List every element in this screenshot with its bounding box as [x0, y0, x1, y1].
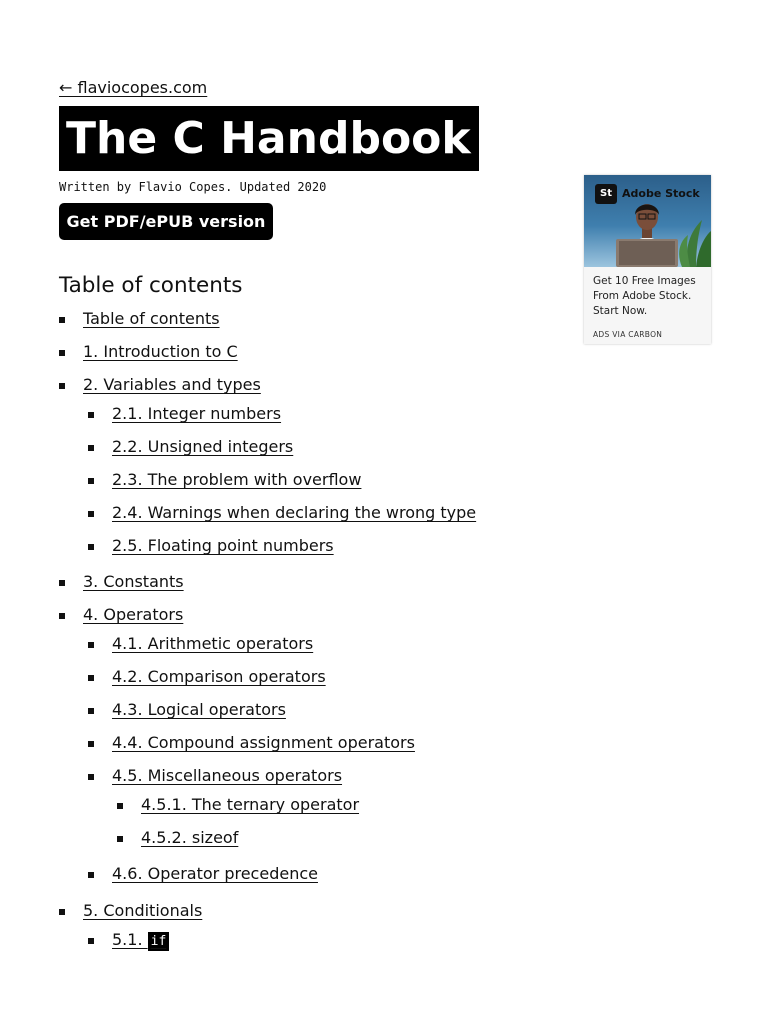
- bullet-icon: [88, 708, 94, 714]
- bullet-icon: [88, 675, 94, 681]
- toc-link[interactable]: 4.1. Arithmetic operators: [112, 634, 314, 653]
- ad-card[interactable]: [584, 175, 711, 344]
- bullet-icon: [88, 478, 94, 484]
- toc-link[interactable]: 1. Introduction to C: [83, 342, 238, 361]
- toc-link[interactable]: 2.2. Unsigned integers: [112, 437, 294, 456]
- toc-link[interactable]: 2. Variables and types: [83, 375, 261, 394]
- toc-link[interactable]: 4. Operators: [83, 605, 184, 624]
- bullet-icon: [88, 511, 94, 517]
- bullet-icon: [88, 544, 94, 550]
- code-tag: if: [148, 932, 170, 951]
- toc-link[interactable]: Table of contents: [83, 309, 220, 328]
- toc-link[interactable]: 4.4. Compound assignment operators: [112, 733, 415, 752]
- toc-link[interactable]: 5. Conditionals: [83, 901, 203, 920]
- ad-brand: Adobe Stock: [622, 187, 700, 200]
- byline: Written by Flavio Copes. Updated 2020: [59, 180, 327, 194]
- toc-link[interactable]: 4.5. Miscellaneous operators: [112, 766, 343, 785]
- bullet-icon: [88, 642, 94, 648]
- ads-via-carbon-link[interactable]: ADS VIA CARBON: [593, 330, 663, 339]
- toc-link[interactable]: [112, 929, 169, 953]
- ad-text[interactable]: Get 10 Free Images From Adobe Stock. Start Now.: [593, 275, 696, 317]
- toc-link[interactable]: 2.4. Warnings when declaring the wrong type: [112, 503, 477, 522]
- bullet-icon: [88, 938, 94, 944]
- toc-heading: Table of contents: [59, 273, 243, 298]
- toc-link[interactable]: 4.3. Logical operators: [112, 700, 286, 719]
- toc-link[interactable]: 2.3. The problem with overflow: [112, 470, 362, 489]
- toc-link[interactable]: 4.2. Comparison operators: [112, 667, 326, 686]
- ad-image[interactable]: [584, 175, 711, 267]
- toc-link[interactable]: 2.5. Floating point numbers: [112, 536, 334, 555]
- get-pdf-button[interactable]: Get PDF/ePUB version: [59, 203, 273, 240]
- toc-link[interactable]: 3. Constants: [83, 572, 184, 591]
- bullet-icon: [117, 803, 123, 809]
- bullet-icon: [88, 872, 94, 878]
- back-link[interactable]: ← flaviocopes.com: [59, 78, 208, 97]
- bullet-icon: [59, 909, 65, 915]
- toc-link[interactable]: 4.6. Operator precedence: [112, 864, 318, 883]
- toc-link[interactable]: 4.5.2. sizeof: [141, 828, 239, 847]
- toc-link[interactable]: 4.5.1. The ternary operator: [141, 795, 360, 814]
- bullet-icon: [88, 774, 94, 780]
- adobe-stock-logo-icon: St: [595, 184, 617, 204]
- bullet-icon: [88, 412, 94, 418]
- bullet-icon: [59, 383, 65, 389]
- bullet-icon: [59, 580, 65, 586]
- bullet-icon: [59, 350, 65, 356]
- bullet-icon: [59, 613, 65, 619]
- bullet-icon: [117, 836, 123, 842]
- bullet-icon: [59, 317, 65, 323]
- bullet-icon: [88, 445, 94, 451]
- toc-link[interactable]: 2.1. Integer numbers: [112, 404, 282, 423]
- toc-link-text: 5.1.: [112, 930, 148, 949]
- bullet-icon: [88, 741, 94, 747]
- page-title: The C Handbook: [59, 106, 479, 171]
